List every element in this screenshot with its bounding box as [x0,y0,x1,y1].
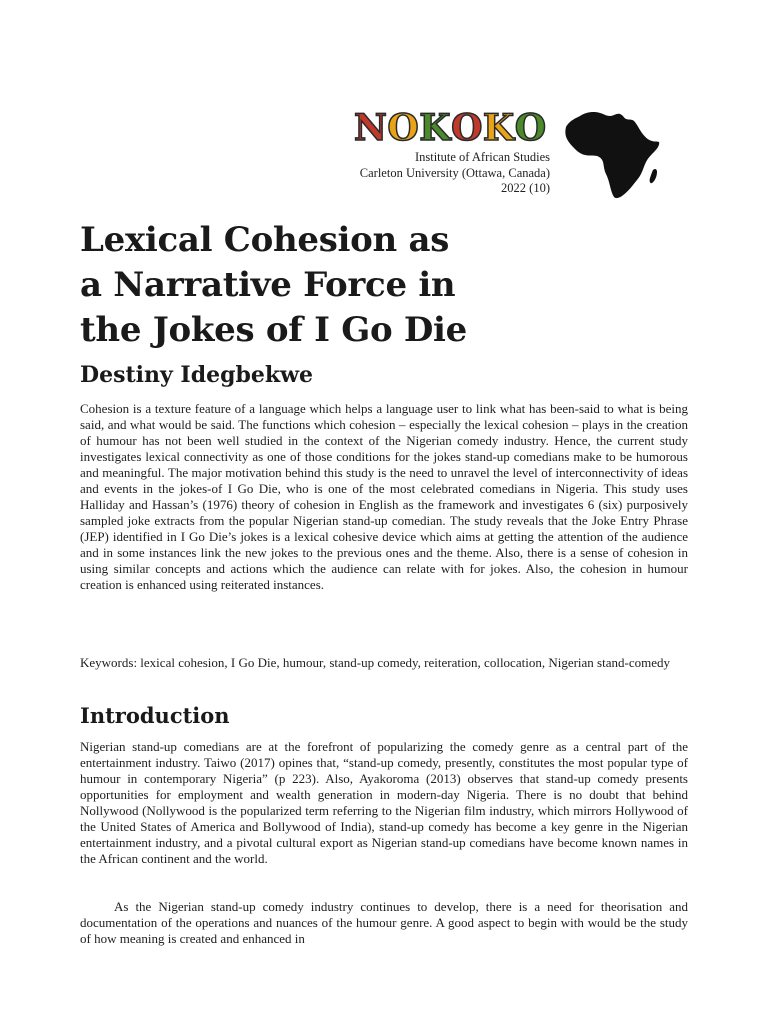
logo-letter: O [514,107,547,149]
logo-letter: K [419,107,452,149]
logo-letter: O [451,107,483,149]
issue-number: 2022 (10) [501,181,550,195]
keywords [80,655,688,671]
institute-name: Institute of African Studies [414,150,550,164]
section-heading-introduction: Introduction [80,703,230,728]
author-name: Destiny Idegbekwe [80,362,314,388]
nokoko-logo [354,108,547,148]
journal-affiliation [360,150,550,197]
abstract: Cohesion is a texture feature of a language which helps a language user to link what has been-said to what is being said, and what would be said. The functions which cohesion – especially the lexical cohesion – plays in the creation of humour has not been well studied in the context of the Nigerian comedy industry. Hence, the current study investigates lexical connectivity as one of those conditions for the jokes stand-up comedians make to be humorous and meaningful. The major motivation behind this study is the need to unravel the level of interconnectivity of ideas and events in the jokes-of I Go Die, who is one of the most celebrated comedians in Nigeria. This study uses Halliday and Hassan’s (1976) theory of cohesion in English as the framework and investigates 6 (six) purposively sampled joke extracts from the popular Nigerian stand-up comedian. The study reveals that the Joke Entry Phrase (JEP) identified in I Go Die’s jokes is a lexical cohesive device which aims at getting the attention of the audience and in some instances link the new jokes to the previous ones and the theme. Also, there is a sense of cohesion in using similar concepts and actions which the audience can relate with for jokes. Also, the cohesion in humour creation is enhanced using reiterated instances. [80,401,688,592]
university-name: Carleton University (Ottawa, Canada) [359,165,550,180]
africa-map-icon [560,108,665,200]
intro-paragraph: As the Nigerian stand-up comedy industry continues to develop, there is a need for theorisation and documentation of the operations and nuances of the humour genre. A good aspect to begin with would be the study of how meaning is created and enhanced in [80,899,688,946]
journal-masthead [350,108,660,203]
logo-letter: N [354,107,388,149]
title-line: Lexical Cohesion as [80,220,450,260]
intro-paragraph: Nigerian stand-up comedians are at the forefront of popularizing the comedy genre as a central part of the entertainment industry. Taiwo (2017) opines that, “stand-up comedy, presently, constitutes the most popular type of humour in contemporary Nigeria” (p 223). Also, Ayakoroma (2013) observes that stand-up comedy presents opportunities for employment and wealth generation in modern-day Nigeria. There is no doubt that behind Nollywood (Nollywood is the popularized term referring to the Nigerian film industry, which mirrors Hollywood of the United States of America and Bollywood of India), stand-up comedy has become a key genre in the Nigerian entertainment industry, and a pivotal cultural export as Nigerian stand-up comedians have become known names in the African continent and the world. [80,739,688,866]
title-line: the Jokes of I Go Die [80,310,467,350]
logo-letter: O [387,107,420,149]
keywords-label: Keywords [80,655,134,670]
article-title [80,218,640,353]
logo-letter: K [482,107,515,149]
keywords-text: : lexical cohesion, I Go Die, humour, stand-up comedy, reiteration, collocation, Nigerian stand-comedy [133,655,670,670]
title-line: a Narrative Force in [80,265,456,305]
